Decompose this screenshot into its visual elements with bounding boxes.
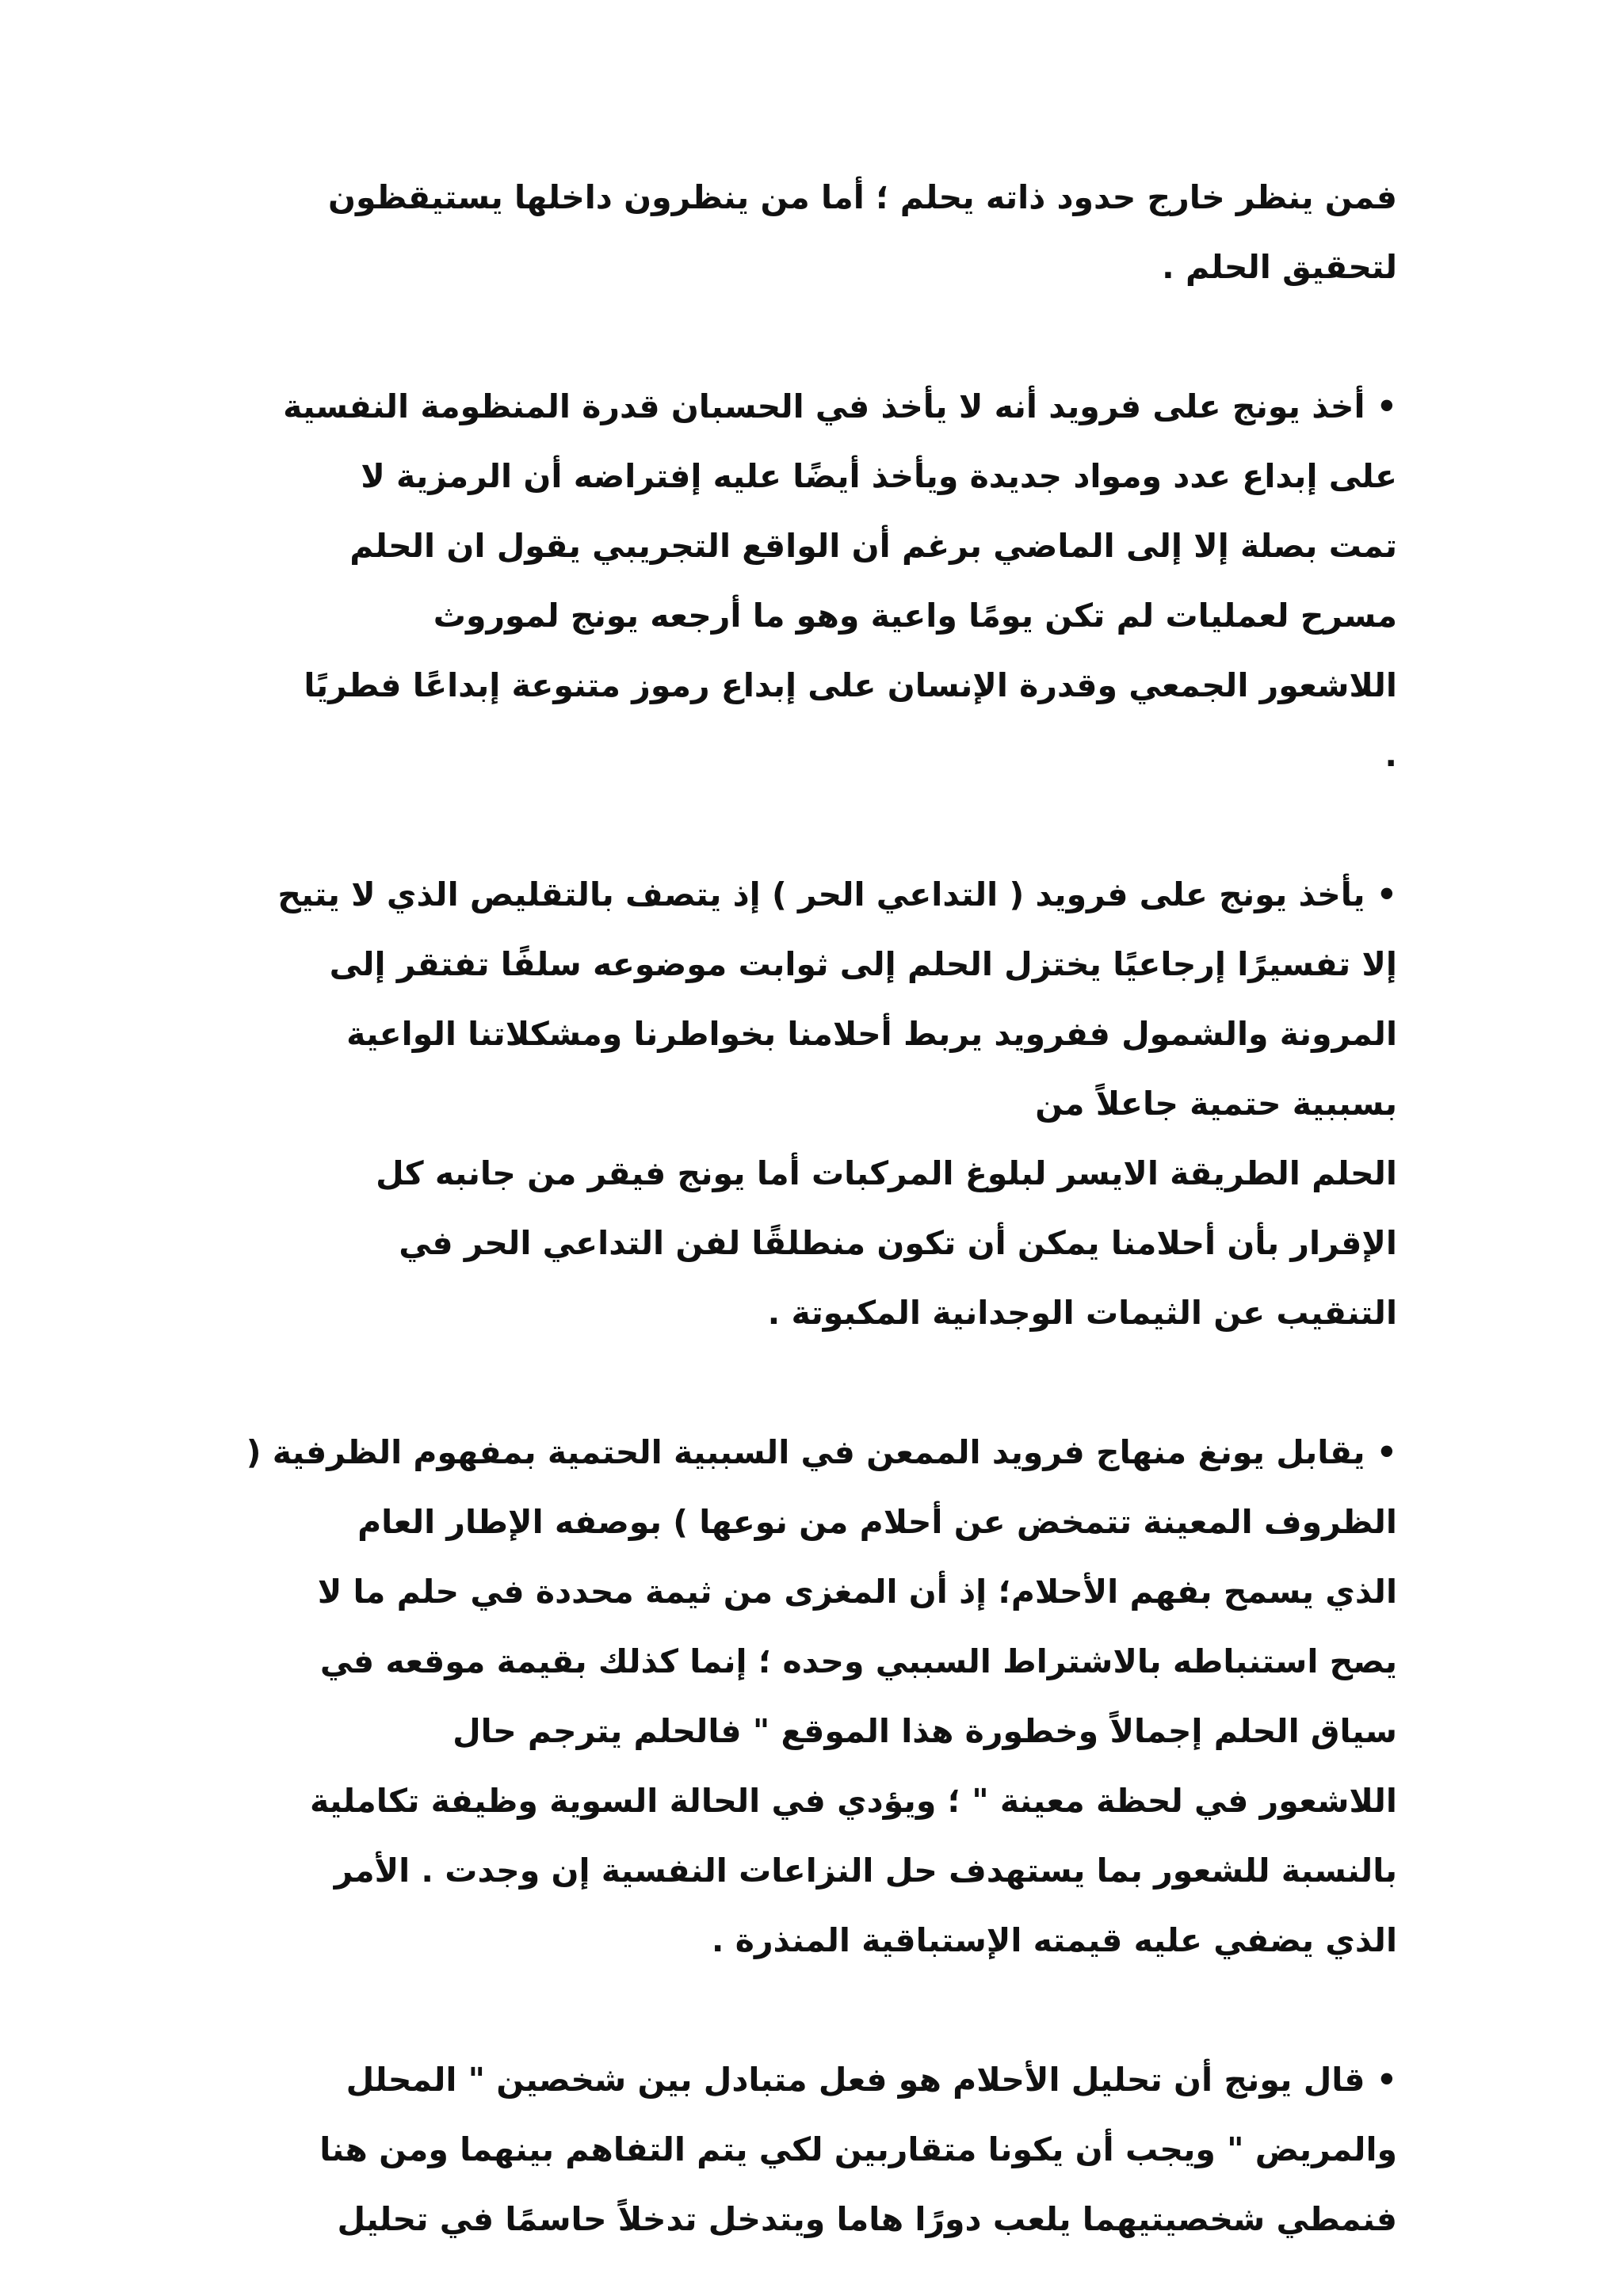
- text-line: اللاشعور في لحظة معينة " ؛ ويؤدي في الحالة السوية وظيفة تكاملية: [310, 1782, 1397, 1820]
- paragraph-bullet-4: [216, 2045, 1397, 2254]
- text-line: تمت بصلة إلا إلى الماضي برغم أن الواقع التجريبي يقول ان الحلم: [349, 527, 1397, 565]
- paragraph-gap: [216, 1975, 1397, 2045]
- text-line: • أخذ يونج على فرويد أنه لا يأخذ في الحسبان قدرة المنظومة النفسية: [283, 387, 1397, 425]
- text-line: فنمطي شخصيتيهما يلعب دورًا هاما ويتدخل تدخلاً حاسمًا في تحليل: [337, 2200, 1397, 2238]
- text-line: والمريض " ويجب أن يكونا متقاربين لكي يتم التفاهم بينهما ومن هنا: [319, 2130, 1397, 2168]
- text-line: بسببية حتمية جاعلاً من: [1035, 1085, 1397, 1123]
- text-line: إلا تفسيرًا إرجاعيًا يختزل الحلم إلى ثوابت موضوعه سلفًا تفتقر إلى: [329, 945, 1397, 983]
- paragraph-bullet-2: [216, 860, 1397, 1348]
- text-line: • يأخذ يونج على فرويد ( التداعي الحر ) إذ يتصف بالتقليص الذي لا يتيح: [277, 875, 1397, 913]
- paragraph-gap: [216, 790, 1397, 860]
- text-line: اللاشعور الجمعي وقدرة الإنسان على إبداع رموز متنوعة إبداعًا فطريًا: [304, 666, 1397, 704]
- text-line: لتحقيق الحلم .: [1162, 248, 1397, 286]
- text-line: .: [1384, 736, 1397, 774]
- text-line: مسرح لعمليات لم تكن يومًا واعية وهو ما أرجعه يونج لموروث: [433, 597, 1397, 635]
- text-line: الذي يسمح بفهم الأحلام؛ إذ أن المغزى من ثيمة محددة في حلم ما لا: [317, 1573, 1397, 1611]
- text-line: الحلم الطريقة الايسر لبلوغ المركبات أما يونج فيقر من جانبه كل: [376, 1154, 1397, 1192]
- text-line: على إبداع عدد ومواد جديدة ويأخذ أيضًا عليه إفتراضه أن الرمزية لا: [361, 457, 1397, 495]
- text-line: الذي يضفي عليه قيمته الإستباقية المنذرة .: [711, 1921, 1397, 1959]
- text-line: يصح استنباطه بالاشتراط السببي وحده ؛ إنما كذلك بقيمة موقعه في: [319, 1642, 1397, 1680]
- paragraph-bullet-1: [216, 372, 1397, 790]
- text-line: • قال يونج أن تحليل الأحلام هو فعل متبادل بين شخصين " المحلل: [346, 2061, 1397, 2099]
- text-line: بالنسبة للشعور بما يستهدف حل النزاعات النفسية إن وجدت . الأمر: [334, 1852, 1397, 1890]
- paragraph-gap: [216, 302, 1397, 372]
- text-line: • يقابل يونغ منهاج فرويد الممعن في السببية الحتمية بمفهوم الظرفية (: [246, 1433, 1397, 1471]
- text-line: فمن ينظر خارج حدود ذاته يحلم ؛ أما من ينظرون داخلها يستيقظون: [328, 178, 1397, 216]
- paragraph-bullet-3: [216, 1417, 1397, 1975]
- text-line: الظروف المعينة تتمخض عن أحلام من نوعها ) بوصفه الإطار العام: [357, 1503, 1397, 1541]
- text-line: سياق الحلم إجمالاً وخطورة هذا الموقع " فالحلم يترجم حال: [453, 1712, 1397, 1750]
- paragraph-gap: [216, 1348, 1397, 1417]
- text-line: الإقرار بأن أحلامنا يمكن أن تكون منطلقًا لفن التداعي الحر في: [399, 1224, 1397, 1262]
- text-line: المرونة والشمول ففرويد يربط أحلامنا بخواطرنا ومشكلاتنا الواعية: [346, 1015, 1397, 1053]
- paragraph-intro: [216, 162, 1397, 302]
- text-line: التنقيب عن الثيمات الوجدانية المكبوتة .: [767, 1294, 1397, 1332]
- document-page: [216, 162, 1397, 2254]
